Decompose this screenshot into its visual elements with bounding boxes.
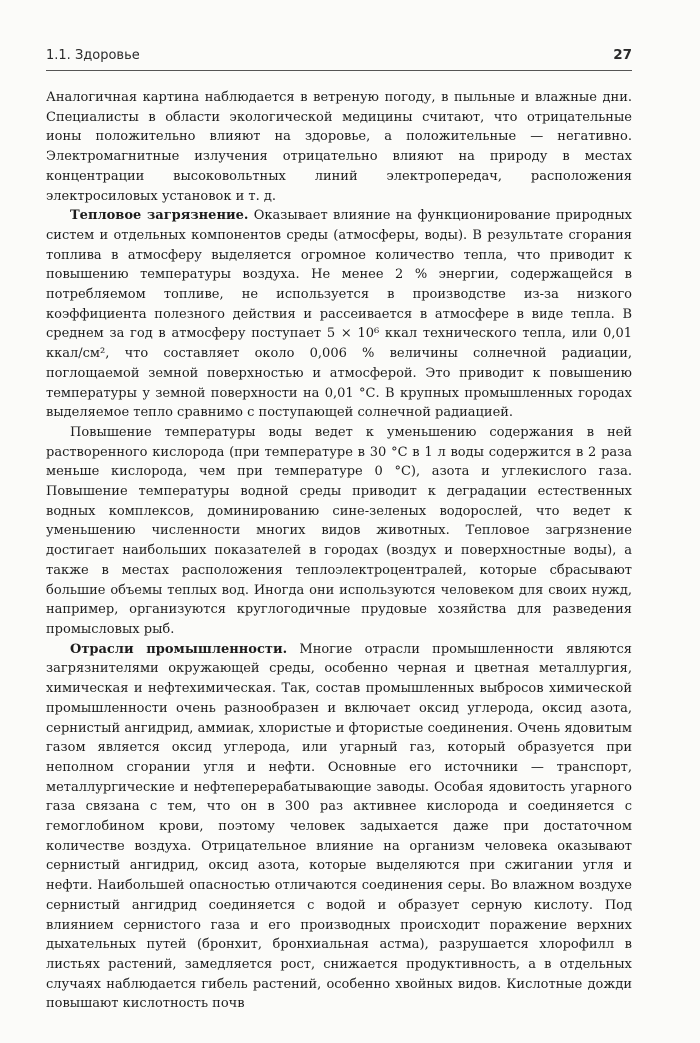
paragraph-thermal-pollution xyxy=(46,206,632,423)
section-title: 1.1. Здоровье xyxy=(46,48,140,63)
paragraph-heading: Тепловое загрязнение. xyxy=(70,208,249,224)
paragraph-ion-effects xyxy=(46,88,632,206)
paragraph-text: Оказывает влияние на функционирование природных систем и отдельных компонентов среды (атмосферы, воды). В результате сгорания топлива в атмосферу выделяется огромное количество тепла, что приводит к повышению температуры воздуха. Не менее 2 % энергии, содержащейся в потребляемом топливе, не используется в производстве из-за низкого коэффициента полезного действия и рассеивается в атмосфере в виде тепла. В среднем за год в атмосферу поступает 5 × 10⁶ ккал технического тепла, или 0,01 ккал/см², что составляет около 0,006 % величины солнечной радиации, поглощаемой земной поверхностью и атмосферой. Это приводит к повышению температуры у земной поверхности на 0,01 °С. В крупных промышленных городах выделяемое тепло сравнимо с поступающей солнечной радиацией. xyxy=(46,208,632,421)
paragraph-industry xyxy=(46,640,632,1014)
paragraph-text: Многие отрасли промышленности являются загрязнителями окружающей среды, особенно черная и цветная металлургия, химическая и нефтехимическая. Так, состав промышленных выбросов химической промышленности очень разнообразен и включает оксид углерода, оксид азота, сернистый ангидрид, аммиак, хлористые и фтористые соединения. Очень ядовитым газом является оксид углерода, или угарный газ, который образуется при неполном сгорании угля и нефти. Основные его источники — транспорт, металлургические и нефтеперерабатывающие заводы. Особая ядовитость угарного газа связана с тем, что он в 300 раз активнее кислорода и соединяется с гемоглобином крови, поэтому человек задыхается даже при достаточном количестве воздуха. Отрицательное влияние на организм человека оказывают сернистый ангидрид, оксид азота, которые выделяются при сжигании угля и нефти. Наибольшей опасностью отличаются соединения серы. Во влажном воздухе сернистый ангидрид соединяется с водой и образует серную кислоту. Под влиянием сернистого газа и его производных происходит поражение верхних дыхательных путей (бронхит, бронхиальная астма), разрушается хлорофилл в листьях растений, замедляется рост, снижается продуктивность, а в отдельных случаях наблюдается гибель растений, особенно хвойных видов. Кислотные дожди повышают кислотность почв xyxy=(46,641,632,1012)
paragraph-heading: Отрасли промышленности. xyxy=(70,641,288,657)
paragraph-text: Аналогичная картина наблюдается в ветреную погоду, в пыльные и влажные дни. Специалисты в области экологической медицины считают, что отрицательные ионы положительно влияют на здоровье, а положительные — негативно. Электромагнитные излучения отрицательно влияют на природу в местах концентрации высоковольтных линий электропередач, расположения электросиловых установок и т. д. xyxy=(46,90,632,204)
paragraph-water-temperature xyxy=(46,423,632,640)
page-number: 27 xyxy=(613,47,632,63)
page-body xyxy=(46,88,632,1014)
header-rule xyxy=(46,70,632,71)
paragraph-text: Повышение температуры воды ведет к уменьшению содержания в ней растворенного кислорода (при температуре в 30 °С в 1 л воды содержится в 2 раза меньше кислорода, чем при температуре 0 °С), азота и углекислого газа. Повышение температуры водной среды приводит к деградации естественных водных комплексов, доминированию сине-зеленых водорослей, что ведет к уменьшению численности многих видов животных. Тепловое загрязнение достигает наибольших показателей в городах (воздух и поверхностные воды), а также в местах расположения теплоэлектроцентралей, которые сбрасывают большие объемы теплых вод. Иногда они используются человеком для своих нужд, например, организуются круглогодичные прудовые хозяйства для разведения промысловых рыб. xyxy=(46,424,632,637)
running-header xyxy=(46,47,632,63)
